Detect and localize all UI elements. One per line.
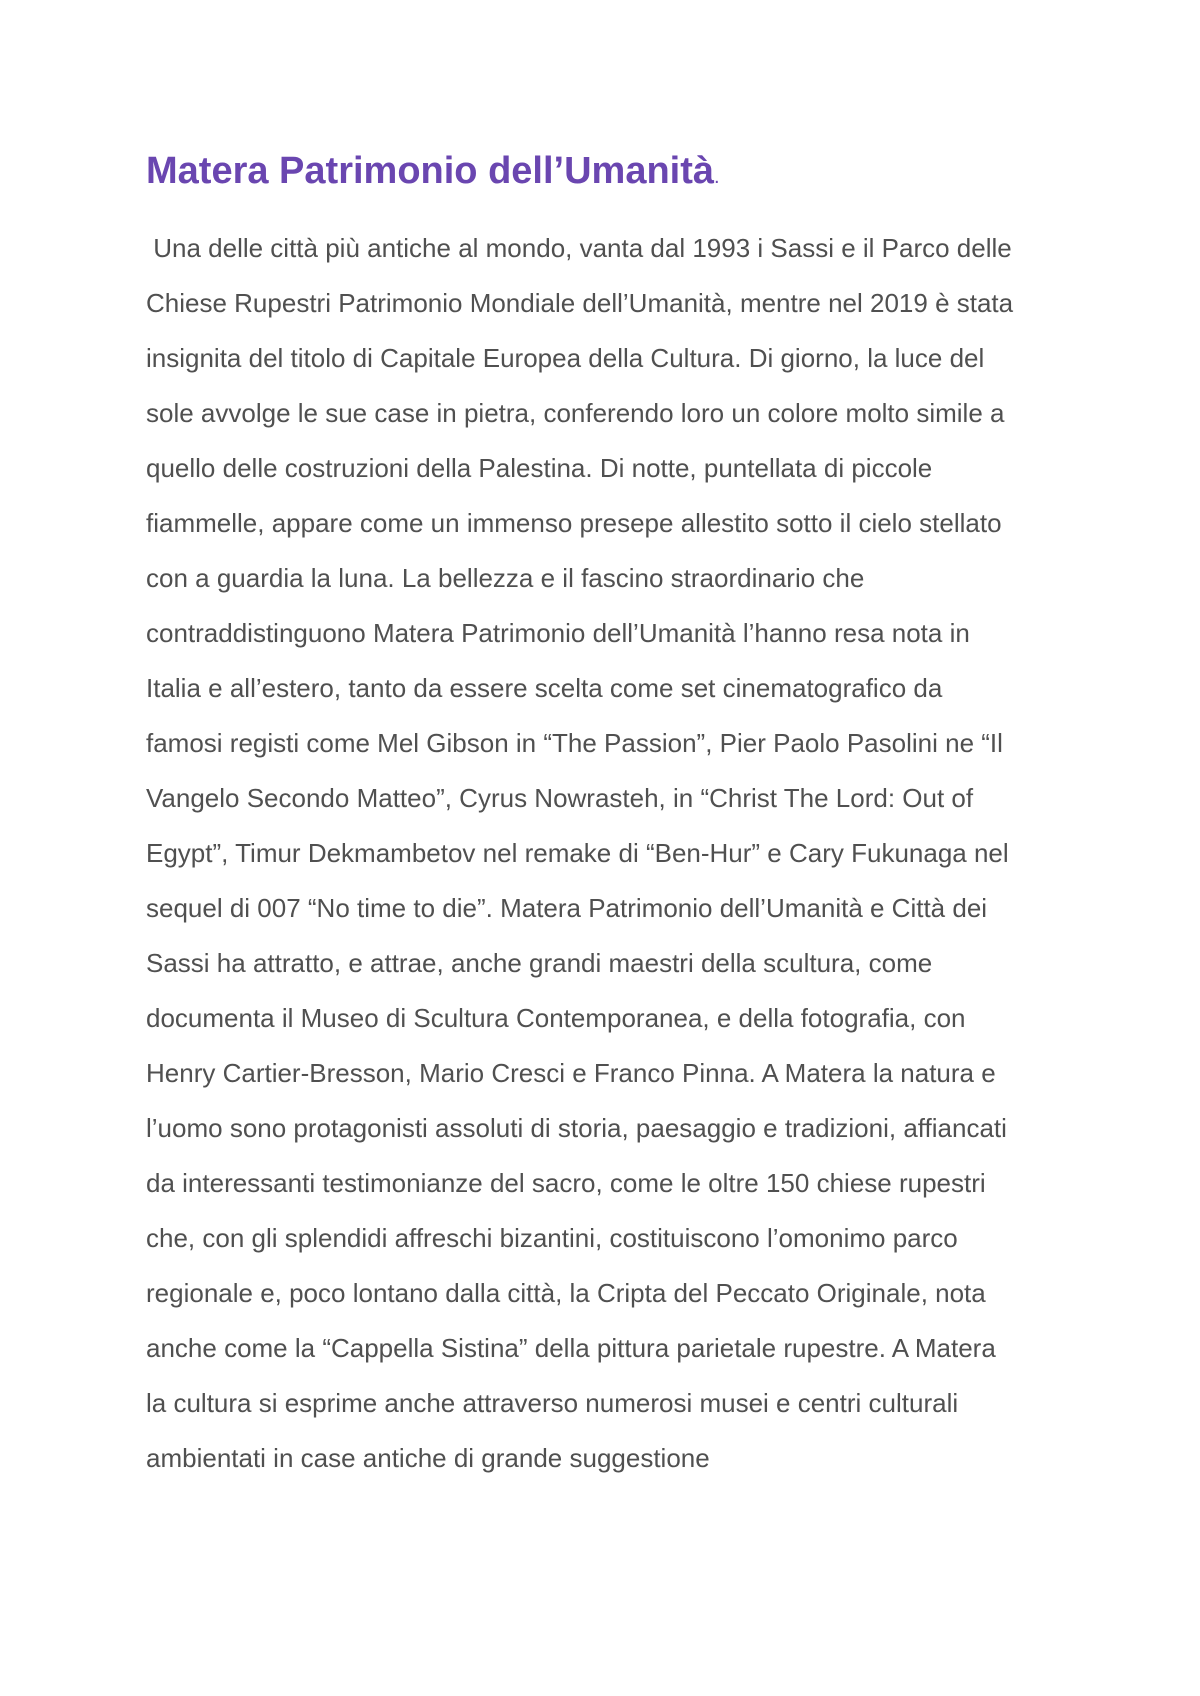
paragraph-line: contraddistinguono Matera Patrimonio dell’Umanità l’hanno resa nota in	[146, 618, 970, 648]
paragraph-line: con a guardia la luna. La bellezza e il fascino straordinario che	[146, 563, 865, 593]
paragraph-line: insignita del titolo di Capitale Europea della Cultura. Di giorno, la luce del	[146, 343, 985, 373]
body-paragraph	[146, 221, 1066, 1486]
page-title	[146, 146, 720, 202]
paragraph-line: da interessanti testimonianze del sacro, come le oltre 150 chiese rupestri	[146, 1168, 986, 1198]
paragraph-line: Henry Cartier-Bresson, Mario Cresci e Franco Pinna. A Matera la natura e	[146, 1058, 996, 1088]
paragraph-line: sequel di 007 “No time to die”. Matera Patrimonio dell’Umanità e Città dei	[146, 893, 988, 923]
paragraph-line: anche come la “Cappella Sistina” della pittura parietale rupestre. A Matera	[146, 1333, 996, 1363]
paragraph-line: Sassi ha attratto, e attrae, anche grandi maestri della scultura, come	[146, 948, 933, 978]
paragraph-line: Egypt”, Timur Dekmambetov nel remake di “Ben-Hur” e Cary Fukunaga nel	[146, 838, 1009, 868]
paragraph-line: Vangelo Secondo Matteo”, Cyrus Nowrasteh, in “Christ The Lord: Out of	[146, 783, 974, 813]
paragraph-line: ambientati in case antiche di grande suggestione	[146, 1443, 710, 1473]
paragraph-line: Chiese Rupestri Patrimonio Mondiale dell’Umanità, mentre nel 2019 è stata	[146, 288, 1014, 318]
paragraph-line: famosi registi come Mel Gibson in “The Passion”, Pier Paolo Pasolini ne “Il	[146, 728, 1003, 758]
paragraph-line: Una delle città più antiche al mondo, vanta dal 1993 i Sassi e il Parco delle	[146, 233, 1012, 263]
paragraph-line: documenta il Museo di Scultura Contemporanea, e della fotografia, con	[146, 1003, 966, 1033]
paragraph-line: regionale e, poco lontano dalla città, la Cripta del Peccato Originale, nota	[146, 1278, 986, 1308]
paragraph-line: Italia e all’estero, tanto da essere scelta come set cinematografico da	[146, 673, 943, 703]
paragraph-line: che, con gli splendidi affreschi bizantini, costituiscono l’omonimo parco	[146, 1223, 958, 1253]
paragraph-line: l’uomo sono protagonisti assoluti di storia, paesaggio e tradizioni, affiancati	[146, 1113, 1007, 1143]
paragraph-line: sole avvolge le sue case in pietra, conferendo loro un colore molto simile a	[146, 398, 1005, 428]
title-period: .	[714, 166, 720, 188]
paragraph-line: fiammelle, appare come un immenso presepe allestito sotto il cielo stellato	[146, 508, 1002, 538]
paragraph-line: la cultura si esprime anche attraverso numerosi musei e centri culturali	[146, 1388, 959, 1418]
paragraph-line: quello delle costruzioni della Palestina. Di notte, puntellata di piccole	[146, 453, 933, 483]
title-text: Matera Patrimonio dell’Umanità	[146, 150, 715, 192]
